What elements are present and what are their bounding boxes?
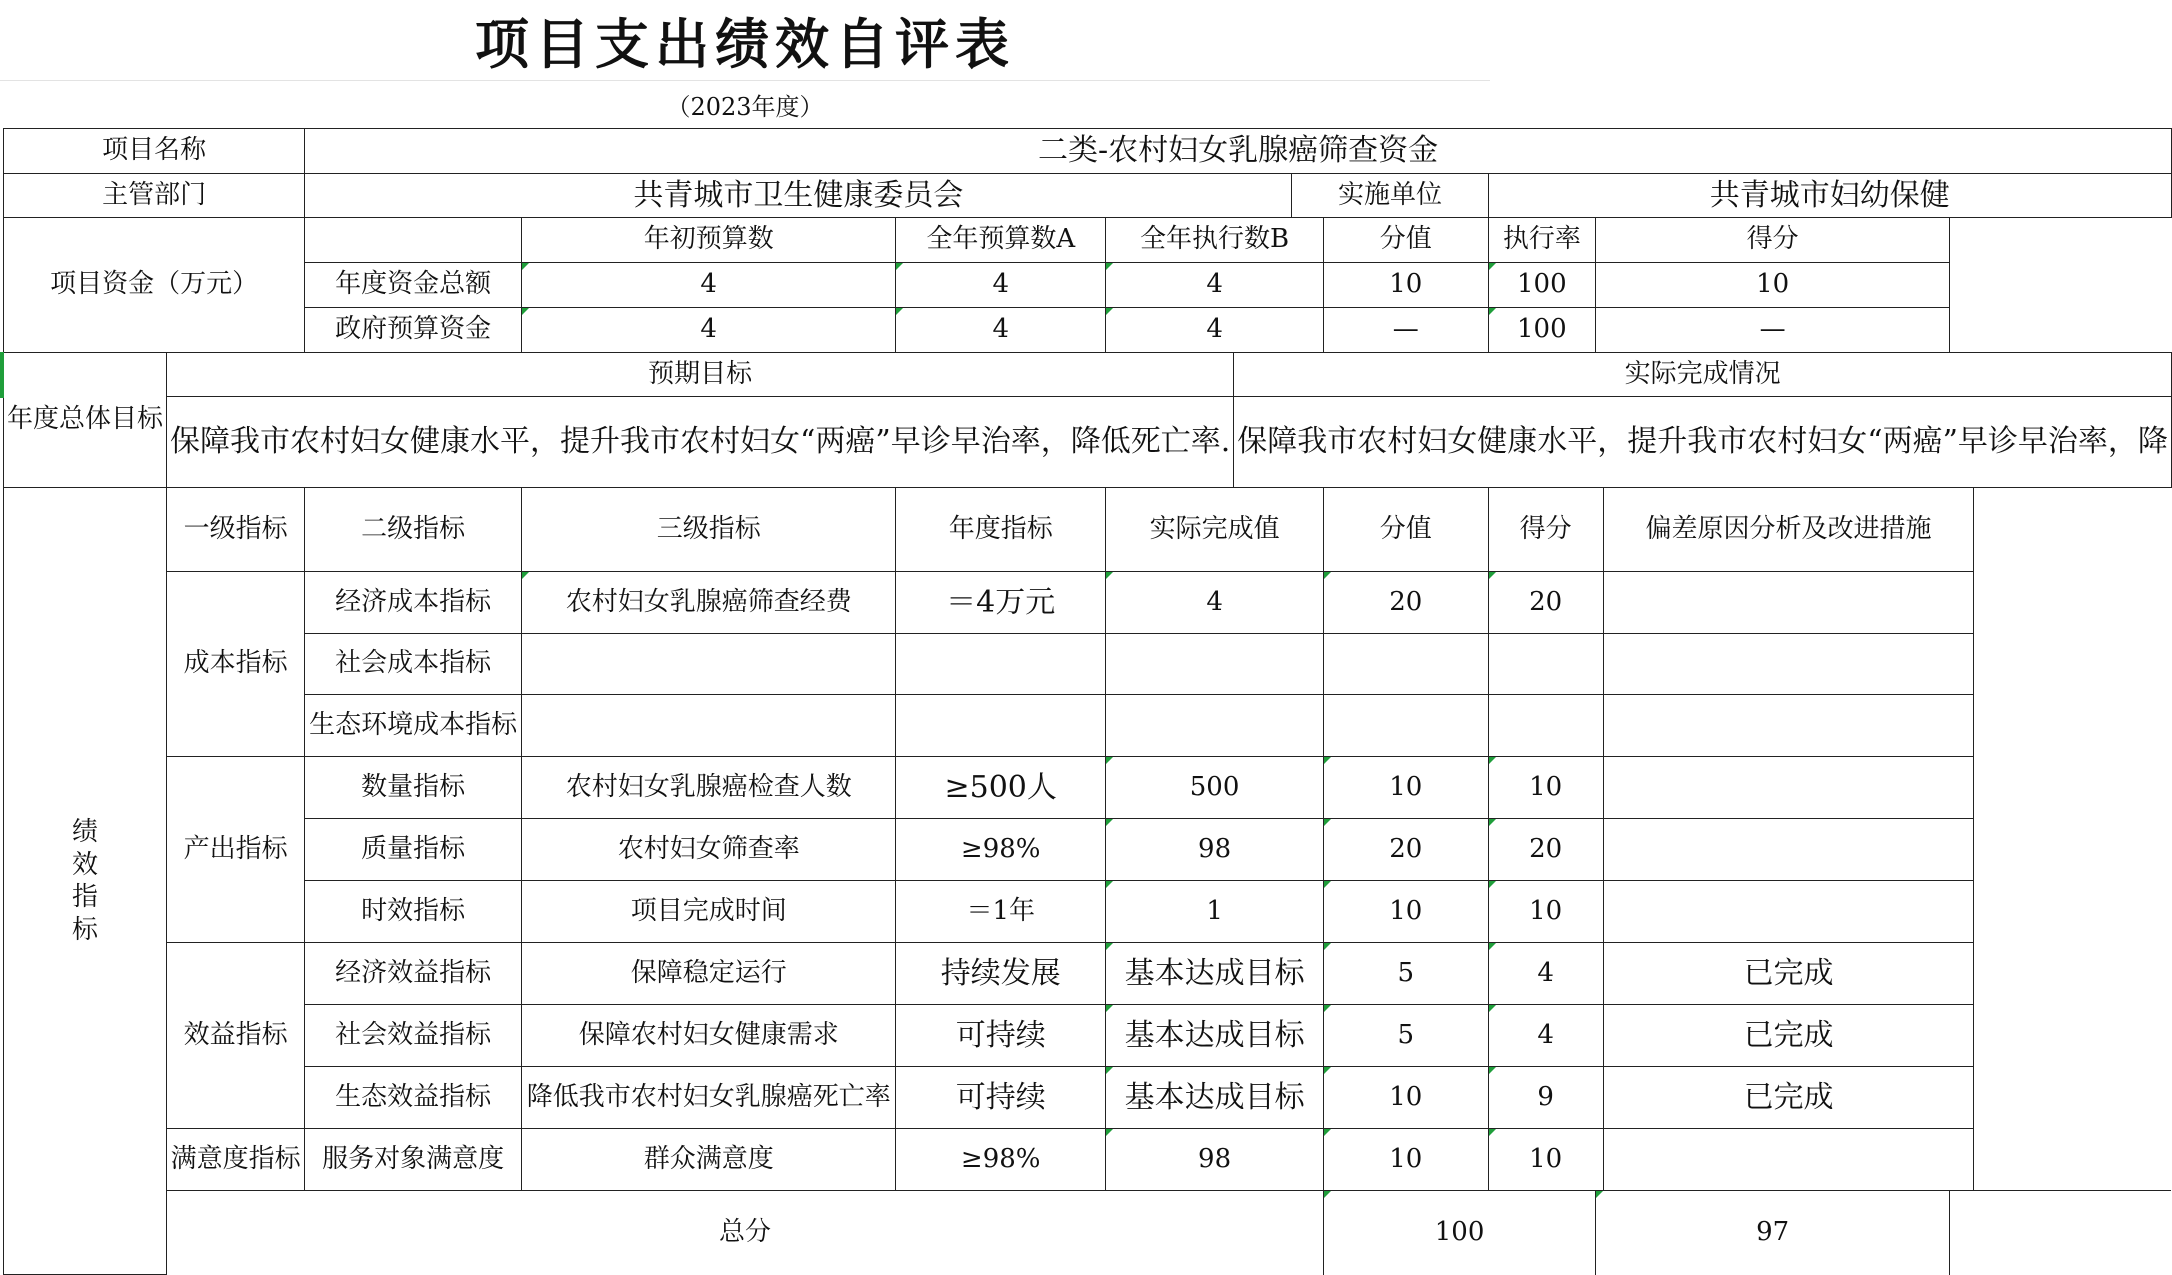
funds-filler: [1950, 308, 2172, 353]
score-cell[interactable]: 9: [1488, 1067, 1603, 1129]
indicator-header-row: [4, 488, 2172, 572]
level3-cell[interactable]: [522, 634, 896, 695]
funds-score[interactable]: —: [1596, 308, 1950, 353]
score-cell[interactable]: [1488, 695, 1603, 757]
target-cell[interactable]: 可持续: [896, 1005, 1106, 1067]
indicator-row: [4, 1067, 2172, 1129]
header-score: 得分: [1488, 488, 1603, 572]
funds-initial[interactable]: 4: [522, 308, 896, 353]
indicator-row: [4, 819, 2172, 881]
funds-filler: [1950, 263, 2172, 308]
funds-header-row: [4, 218, 2172, 263]
funds-rate[interactable]: 100: [1488, 308, 1596, 353]
score-cell[interactable]: 20: [1488, 572, 1603, 634]
funds-header-annual: 全年预算数A: [896, 218, 1106, 263]
target-cell[interactable]: 可持续: [896, 1067, 1106, 1129]
target-cell[interactable]: ≥98%: [896, 819, 1106, 881]
header-points: 分值: [1324, 488, 1488, 572]
indicator-row: [4, 943, 2172, 1005]
score-cell[interactable]: 4: [1488, 943, 1603, 1005]
funds-score-value[interactable]: —: [1324, 308, 1488, 353]
score-cell[interactable]: 20: [1488, 819, 1603, 881]
goals-actual-header: 实际完成情况: [1234, 353, 2172, 397]
target-cell[interactable]: ＝1年: [896, 881, 1106, 943]
points-cell[interactable]: 10: [1324, 1129, 1488, 1191]
header-target: 年度指标: [896, 488, 1106, 572]
actual-cell[interactable]: [1106, 634, 1324, 695]
indicator-row: [4, 1005, 2172, 1067]
score-cell[interactable]: 10: [1488, 881, 1603, 943]
actual-cell[interactable]: 98: [1106, 1129, 1324, 1191]
indicator-row: [4, 634, 2172, 695]
target-cell[interactable]: [896, 634, 1106, 695]
goals-expected-header: 预期目标: [167, 353, 1234, 397]
score-cell[interactable]: 4: [1488, 1005, 1603, 1067]
total-points[interactable]: 100: [1324, 1191, 1596, 1275]
funds-header-blank: [305, 218, 522, 263]
funds-header-score: 得分: [1596, 218, 1950, 263]
note-cell[interactable]: [1603, 695, 1974, 757]
funds-score-value[interactable]: 10: [1324, 263, 1488, 308]
funds-annual[interactable]: 4: [896, 263, 1106, 308]
department-label: 主管部门: [4, 174, 305, 218]
level3-cell[interactable]: 保障农村妇女健康需求: [522, 1005, 896, 1067]
actual-cell[interactable]: 基本达成目标: [1106, 1067, 1324, 1129]
target-cell[interactable]: ＝4万元: [896, 572, 1106, 634]
indicator-row: [4, 1129, 2172, 1191]
funds-executed[interactable]: 4: [1106, 263, 1324, 308]
funds-header-executed: 全年执行数B: [1106, 218, 1324, 263]
level3-cell[interactable]: 农村妇女乳腺癌检查人数: [522, 757, 896, 819]
target-cell[interactable]: ≥500人: [896, 757, 1106, 819]
total-note[interactable]: [1950, 1191, 2172, 1275]
page-subtitle: （2023年度）: [666, 93, 824, 121]
note-cell[interactable]: [1603, 634, 1974, 695]
indicator-row: [4, 695, 2172, 757]
total-score[interactable]: 97: [1596, 1191, 1950, 1275]
funds-header-rate: 执行率: [1488, 218, 1596, 263]
note-cell[interactable]: [1603, 881, 1974, 943]
actual-cell[interactable]: 4: [1106, 572, 1324, 634]
funds-rate[interactable]: 100: [1488, 263, 1596, 308]
department-value[interactable]: 共青城市卫生健康委员会: [305, 174, 1292, 218]
funds-annual[interactable]: 4: [896, 308, 1106, 353]
note-cell[interactable]: 已完成: [1603, 1067, 1974, 1129]
funds-row-label: 政府预算资金: [305, 308, 522, 353]
goals-label: 年度总体目标: [4, 353, 167, 488]
implementer-label: 实施单位: [1292, 174, 1488, 218]
target-cell[interactable]: [896, 695, 1106, 757]
note-cell[interactable]: [1603, 572, 1974, 634]
project-name-row: [4, 129, 2172, 174]
points-cell[interactable]: 10: [1324, 1067, 1488, 1129]
note-cell[interactable]: [1603, 757, 1974, 819]
funds-row: [4, 308, 2172, 353]
points-cell[interactable]: [1324, 634, 1488, 695]
level1-output: 产出指标: [167, 757, 305, 943]
actual-cell[interactable]: 基本达成目标: [1106, 943, 1324, 1005]
header-note: 偏差原因分析及改进措施: [1603, 488, 1974, 572]
funds-row-label: 年度资金总额: [305, 263, 522, 308]
indicators-section-text: 绩效指标: [71, 817, 98, 945]
goals-expected-text[interactable]: 保障我市农村妇女健康水平，提升我市农村妇女“两癌”早诊早治率，降低死亡率.: [167, 397, 1234, 488]
row-selection-marker: [0, 352, 4, 398]
note-cell[interactable]: [1603, 1129, 1974, 1191]
funds-initial[interactable]: 4: [522, 263, 896, 308]
level2-cell: 生态效益指标: [305, 1067, 522, 1129]
actual-cell[interactable]: [1106, 695, 1324, 757]
level2-cell: 数量指标: [305, 757, 522, 819]
implementer-value[interactable]: 共青城市妇幼保健: [1488, 174, 2171, 218]
actual-cell[interactable]: 1: [1106, 881, 1324, 943]
note-cell[interactable]: 已完成: [1603, 943, 1974, 1005]
funds-executed[interactable]: 4: [1106, 308, 1324, 353]
funds-label: 项目资金（万元）: [4, 218, 305, 353]
level3-cell[interactable]: [522, 695, 896, 757]
level3-cell[interactable]: 项目完成时间: [522, 881, 896, 943]
funds-row: [4, 263, 2172, 308]
points-cell[interactable]: [1324, 695, 1488, 757]
level3-cell[interactable]: 农村妇女乳腺癌筛查经费: [522, 572, 896, 634]
points-cell[interactable]: 5: [1324, 943, 1488, 1005]
header-level1: 一级指标: [167, 488, 305, 572]
level1-cost: 成本指标: [167, 572, 305, 757]
goals-content-row: [4, 397, 2172, 488]
points-cell[interactable]: 10: [1324, 757, 1488, 819]
score-cell[interactable]: 10: [1488, 1129, 1603, 1191]
level2-cell: 服务对象满意度: [305, 1129, 522, 1191]
level3-cell[interactable]: 群众满意度: [522, 1129, 896, 1191]
points-cell[interactable]: 20: [1324, 572, 1488, 634]
funds-header-initial: 年初预算数: [522, 218, 896, 263]
target-cell[interactable]: 持续发展: [896, 943, 1106, 1005]
level1-satisfaction: 满意度指标: [167, 1129, 305, 1191]
points-cell[interactable]: 5: [1324, 1005, 1488, 1067]
level1-benefit: 效益指标: [167, 943, 305, 1129]
funds-score[interactable]: 10: [1596, 263, 1950, 308]
level3-cell[interactable]: 降低我市农村妇女乳腺癌死亡率: [522, 1067, 896, 1129]
level2-cell: 时效指标: [305, 881, 522, 943]
project-name-label: 项目名称: [4, 129, 305, 174]
points-cell[interactable]: 10: [1324, 881, 1488, 943]
project-name-value[interactable]: 二类-农村妇女乳腺癌筛查资金: [305, 129, 2172, 174]
indicator-row: [4, 757, 2172, 819]
level3-cell[interactable]: 农村妇女筛查率: [522, 819, 896, 881]
level2-cell: 社会效益指标: [305, 1005, 522, 1067]
funds-header-filler: [1950, 218, 2172, 263]
actual-cell[interactable]: 98: [1106, 819, 1324, 881]
indicator-row: [4, 572, 2172, 634]
level2-cell: 社会成本指标: [305, 634, 522, 695]
score-cell[interactable]: [1488, 634, 1603, 695]
level2-cell: 生态环境成本指标: [305, 695, 522, 757]
actual-cell[interactable]: 基本达成目标: [1106, 1005, 1324, 1067]
goals-actual-text[interactable]: 保障我市农村妇女健康水平，提升我市农村妇女“两癌”早诊早治率，降: [1234, 397, 2172, 488]
department-row: [4, 174, 2172, 218]
actual-cell[interactable]: 500: [1106, 757, 1324, 819]
self-evaluation-table: [3, 128, 2172, 1275]
points-cell[interactable]: 20: [1324, 819, 1488, 881]
indicator-row: [4, 881, 2172, 943]
header-level2: 二级指标: [305, 488, 522, 572]
score-cell[interactable]: 10: [1488, 757, 1603, 819]
note-cell[interactable]: [1603, 819, 1974, 881]
header-actual: 实际完成值: [1106, 488, 1324, 572]
total-row: [4, 1191, 2172, 1275]
level3-cell[interactable]: 保障稳定运行: [522, 943, 896, 1005]
header-level3: 三级指标: [522, 488, 896, 572]
level2-cell: 经济成本指标: [305, 572, 522, 634]
funds-header-score-value: 分值: [1324, 218, 1488, 263]
goals-header-row: [4, 353, 2172, 397]
total-label: 总分: [167, 1191, 1324, 1275]
indicators-section-label: [4, 488, 167, 1275]
note-cell[interactable]: 已完成: [1603, 1005, 1974, 1067]
page-title: 项目支出绩效自评表: [0, 0, 1490, 81]
level2-cell: 经济效益指标: [305, 943, 522, 1005]
target-cell[interactable]: ≥98%: [896, 1129, 1106, 1191]
level2-cell: 质量指标: [305, 819, 522, 881]
